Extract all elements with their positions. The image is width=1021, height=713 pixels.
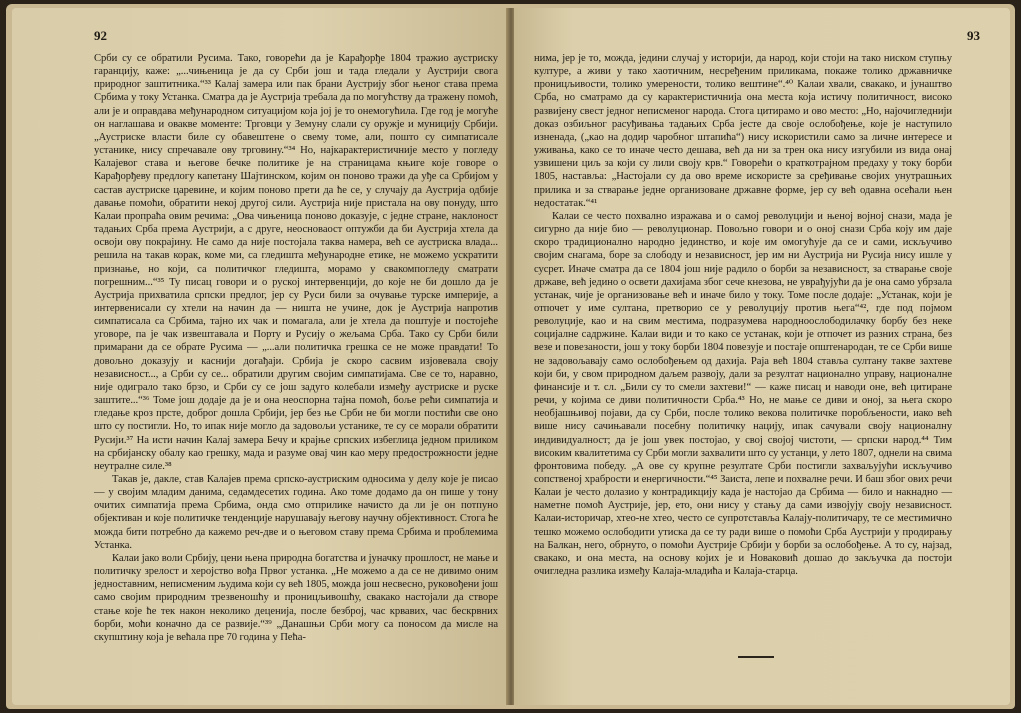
page-number: 93 (967, 28, 980, 43)
body-text (94, 52, 498, 644)
paragraph: Калаи се често похвално изражава и о самој револуцији и њеној војној снази, мада је сигурно да није био — револуционар. Повољно говори и о оној снази Срба коју им даје скоро традиционално народно јединство, и које им омогућује да се и сами, искључиво својим снагама, боре за слободу и независност, јер им ни Аустрија ни Русија нису ишле у сусрет. Иначе сматра да се 1804 још није радило о борби за независност, за стварање своје државе, већ једино о освети дахијама због сече кнезова, не уврађујући да је она само убрзала устанак, чије је организовање већ и иначе било у току. Томе после додаје: „Устанак, који је отпочет у име султана, претворио се у револуцију против њега“⁴², где под појмом револуције, као и на свим местима, подразумева народноослободилачку борбу без неке социјалне садржине. Калаи види и то како се устанак, који је отпочет из разних страна, без везе и повезаности, још у току борби 1804 повезује и постаје општенародан, те се Срби више не задовољавају само ослобођењем од дахија. Раја већ 1804 ставља султану такве захтеве који би, у свом природном даљем развоју, дали за резултат национално управу, националне финансије и т. сл. „Били су то смели захтеви!“ — каже писац и наводи оне, већ цитиране речи, у којима се диви политичности Срба.⁴³ Но, не мање се диви и оној, за њега скоро необјашњивој појави, да су Срби, после толико векова политичке поробљености, иако већ више нису сачињавали посебну политичку нацију, ипак сачували своју националну индивидуалност; да је још увек постојао, у свој својој чистоти, — српски народ.⁴⁴ Тим високим квалитетима су Срби могли захвалити што су устанци, у лето 1807, однели на свима фронтовима победу. „А ове су крупне резултате Срби постигли захваљујући искључиво сопственој храбрости и енергичности.“⁴⁵ Заиста, лепе и похвалне речи. И баш због ових речи Калаи је често долазио у контрадикцију када је настојао да Србима — било и накнадно — наметне помоћ Аустрије, јер, ето, они нису у стању да сами извојују своју независност. Калаи-историчар, хтео-не хтео, често се супротстављa Калају-политичару, те се местимично тешко можемо ослободити утиска да се ту ради више о помоћи Срба Аустрији у продирању на Балкан, него, обрнуто, о помоћи Аустрије Србији у борби за ослобођење. А то су, најзад, свакако, и она места, на основу којих је и Новаковић дошао до закључка да постоји очигледна разлика између Калаја-младића и Калаја-старца. (534, 210, 952, 578)
paragraph: Такав је, дакле, став Калајев према српско-аустриским односима у делу које је писао — у својим младим данима, седамдесетих година. Ако томе додамо да он пише у тону очитих симпатија према Србима, онда смо отприлике начисто да ли је он потпуно објективан и које политичке тенденције нарушавају његову научну објективност. Стога ће можда бити потребно да кажемо реч-две и о његовом ставу према Србима и проблемима Устанка. (94, 474, 498, 551)
paragraph: Калаи јако воли Србију, цени њена природна богатства и јуначку прошлост, не мање и политичку зрелост и херојство вођа Првог устанка. „Не можемо а да се не дивимо оним једноставним, неписменим људима који су већ 1805, можда још несвесно, руковођени још само својим природним трезвеношћу и проницљивошћу, свакако настојали да створе стање које ће тек након неколико деценија, после безброј, час крвавих, час бескрвних борби, моћи коначно да се развије.“³⁹ „Данашњи Срби могу са поносом да мисле на скупштину која је већала пре 70 година у Пећа- (94, 552, 498, 643)
section-end-rule (738, 656, 774, 658)
book-spread (6, 4, 1015, 709)
page-number: 92 (94, 28, 107, 43)
paragraph: Срби су се обратили Русима. Тако, говорећи да је Карађорђе 1804 тражио аустриску гаранцију, каже: „...чињеница је да су Срби још и тада гледали у Аустрији свога природног заштитника.“³³ Калај замера или пак брани Аустрију због њеног става према Србима у току Устанка. Сматра да је Аустрија требала да по могућству да тражену помоћ, али је и оправдава међународном ситуацијом која јој је то онемогућила. Где год је могуће он наглашава и овакве моменте: Трговци у Земуну слали су оружје и муницију Србији. „Аустриске власти биле су обавештене о свему томе, али, пошто су симпатисале устанике, нису спречавале ову трговину.“³⁴ Но, најкарактеристичније место у погледу Калајевог става и његове бечке политике је на страницама књиге које говоре о Карађорђеву предлогу капетану Шајтинском, којим он поново тражи да уђе са Србијом у састав аустриске царевине, и којим поново прети да ће се, у случају да Аустрија одбије давање помоћи, обратити некој другој сили. Аустрија није пристала на ову понуду, што Калаи пропраћа овим речима: „Ова чињеница поново доказује, с једне стране, наклоност тадањих Срба према Аустрији, а с друге, неосноваост оптужби да би Аустрија хтела да освоји ову покрајину. Не само да није постојала таква намера, већ се аустриска влада... решила на такав корак, коме ми, са гледишта међународне етике, не можемо ускратити признање, но који, са политичког гледишта, морамо у свакомпогледу сматрати погрешним...“³⁵ Ту писац говори и о руској интервенцији, до које не би дошло да је Аустрија прихватила српски предлог, јер су Руси били за очување турске империје, а интервенисали су хтели на начин да — ништа не учине, док је Аустрија напротив симпатисала са Србима, тајно их чак и помагала, али је хтела да поштује и постојеће уговоре, па је чак извештавала и Порту и Русију о жељама Срба. Тако су Срби били примарани да се обрате Русима — „...али политичка грешка се не може правдати! То довољно доказују и каснији догађаји. Србија је скоро сасвим изјовевала своју независност..., а Срби су се... обратили другим својим симпатијама. Све се то, наравно, није одиграло тако брзо, и Срби су се још задуго колебали између аустриске и руске заштите...“³⁶ Томе још додаје да је и она неоспорна тајна помоћ, боље рећи симпатија и гледање кроз прсте, доброг дошла Србији, јер без ње Срби не би могли постићи све оно што су постигли. Но, то ипак није могло да задовољи устанике, те су се морали обратити Русији.³⁷ На исти начин Калај замера Бечу и крајње српских избеглица једном приликом на србијанску обалу као грешку, мада и разуме овај чин као меру предострожности једне неутралне силе.³⁸ (94, 53, 498, 472)
paragraph: нима, јер је то, можда, једини случај у историји, да народ, који стоји на тако ниском ступњу културе, а живи у тако хаотичним, несређеним приликама, покаже толико државничке проницљивости, толико умерености, толико вештине“.⁴⁰ Калаи хвали, свакако, и јунаштво Срба, но сматрамо да су карактеристичнија она места која истичу политичност, високо развијену свест једног неписменог народа. Стога цитирамо и ово место: „Но, најочигледнији доказ озбиљног расуђивања тадањих Срба јесте да своје ослобођење, које је наступило изненада, („као на додир чаробног штапића“) нису искористили само за личне интересе и уживања, како се то иначе често дешава, већ да ни за трен ока нису изгубили из вида онај узвишени циљ за који су лили своју крв.“ Говорећи о краткотрајном предаху у току борби 1805, наставља: „Настојали су да ово време искористе за сређивање својих унутрашњих прилика и за стварање једне организоване државне форме, јер су већ одавна осећали њен недостатак.“⁴¹ (534, 53, 952, 209)
left-page (12, 8, 508, 705)
right-page (514, 8, 1010, 705)
body-text (534, 52, 952, 578)
